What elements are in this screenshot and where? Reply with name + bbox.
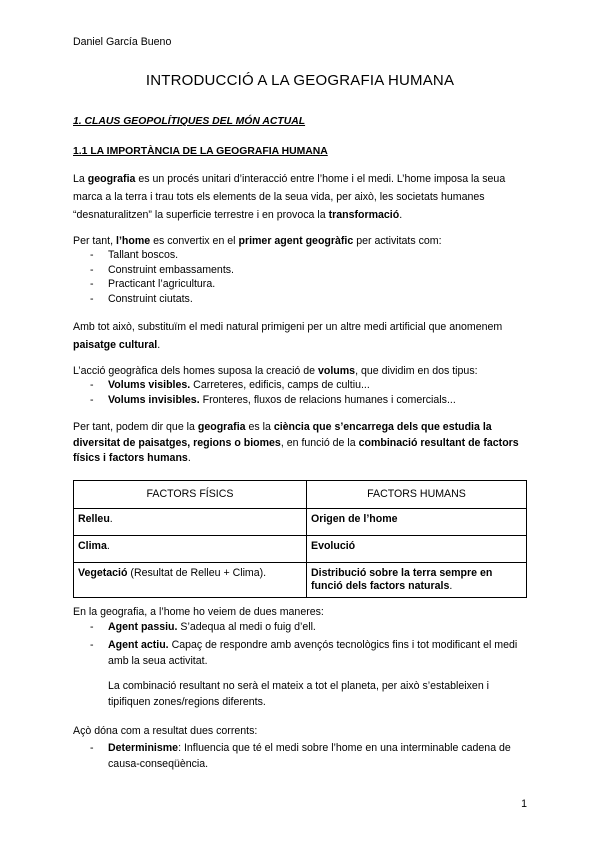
table-header-row — [74, 481, 527, 509]
document-title: INTRODUCCIÓ A LA GEOGRAFIA HUMANA — [145, 72, 455, 89]
factors-table — [73, 480, 527, 598]
table-row — [74, 536, 527, 563]
page-number: 1 — [521, 798, 527, 810]
paragraph-two-ways: En la geografia, a l’home ho veiem de dues maneres: — [73, 606, 324, 618]
table-header-cell: FACTORS HUMANS — [307, 481, 527, 509]
list-item: - Tallant boscos. — [90, 249, 179, 261]
paragraph-volumes: L’acció geogràfica dels homes suposa la creació de volums, que dividim en dos tipus: — [73, 365, 478, 377]
list-item: - Determinisme: Influencia que té el medi sobre l’home en una interminable cadena de causa-conseqüència. — [90, 742, 511, 770]
volumes-list — [73, 378, 533, 407]
paragraph-combination: La combinació resultant no serà el mateix a tot el planeta, per això s’estableixen i tipifiquen zones/regions diferents. — [108, 680, 490, 708]
activities-list — [73, 248, 533, 306]
paragraph-currents: Açò dóna com a resultat dues corrents: — [73, 725, 258, 737]
table-cell: Origen de l’home — [307, 509, 527, 536]
table-cell: Clima. — [74, 536, 307, 563]
currents-list — [73, 740, 533, 772]
table-row — [74, 563, 527, 598]
paragraph-geography-science: Per tant, podem dir que la geografia es la ciència que s’encarrega dels que estudia la diversitat de paisatges, regions o biomes, en funció de la combinació resultant de factors físics i factors humans. — [73, 421, 519, 464]
author-name: Daniel García Bueno — [73, 36, 172, 48]
table-cell: Evolució — [307, 536, 527, 563]
table-cell: Distribució sobre la terra sempre en funció dels factors naturals. — [307, 563, 527, 598]
section-heading: 1. CLAUS GEOPOLÍTIQUES DEL MÓN ACTUAL — [73, 116, 306, 127]
table-cell: Vegetació (Resultat de Relleu + Clima). — [74, 563, 307, 598]
subsection-heading: 1.1 LA IMPORTÀNCIA DE LA GEOGRAFIA HUMANA — [73, 146, 328, 157]
list-item: - Volums invisibles. Fronteres, fluxos de relacions humanes i comercials... — [90, 393, 456, 406]
list-item: - Construint embassaments. — [90, 263, 235, 276]
list-item: - Agent passiu. S’adequa al medi o fuig d’ell. — [90, 621, 316, 633]
agents-list — [73, 620, 533, 669]
list-item: - Agent actiu. Capaç de respondre amb avençós tecnològics fins i tot modificant el medi amb la seua activitat. — [90, 638, 518, 667]
table-row — [74, 509, 527, 536]
paragraph-cultural-landscape: Amb tot això, substituïm el medi natural primigeni per un altre medi artificial que anomenem paisatge cultural. — [73, 321, 503, 351]
list-item: - Construint ciutats. — [90, 292, 193, 305]
table-cell: Relleu. — [74, 509, 307, 536]
list-item: - Practicant l’agricultura. — [90, 278, 216, 290]
paragraph-geographic-agent: Per tant, l’home es convertix en el primer agent geogràfic per activitats com: — [73, 235, 442, 247]
list-item: - Volums visibles. Carreteres, edificis, camps de cultiu... — [90, 379, 370, 391]
table-header-cell: FACTORS FÍSICS — [74, 481, 307, 509]
paragraph-geography-definition: La geografia es un procés unitari d’interacció entre l’home i el medi. L’home imposa la seua marca a la terra i trau tots els elements de la seua vida, per això, les societats humanes “desnaturalitzen” la superficie terrestre i en provoca la transformació. — [73, 173, 506, 221]
